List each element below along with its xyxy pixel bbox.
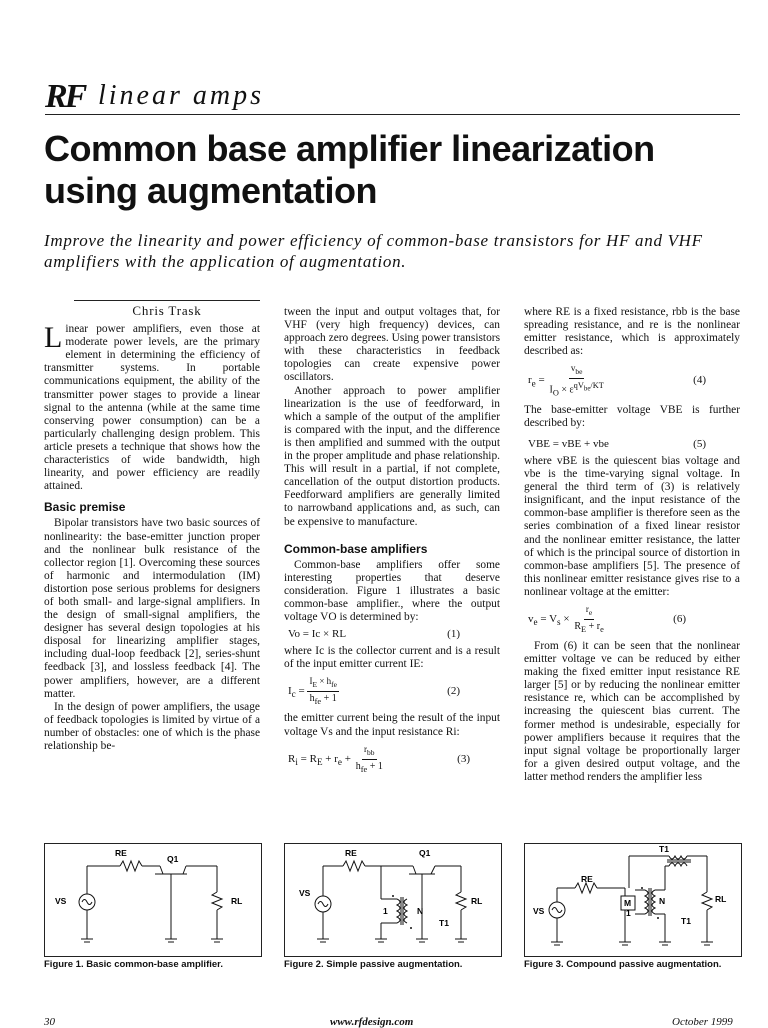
column-1 bbox=[44, 300, 260, 753]
turns-1-label: 1 bbox=[626, 908, 631, 918]
page-number: 30 bbox=[44, 1016, 55, 1028]
article-subtitle: Improve the linearity and power efficiency of common-base transistors for HF and VHF amplifiers with the application of augmentation. bbox=[44, 231, 703, 271]
equation-6: $v_e = V_s$ × $\frac{r_e}{R_E + r_e}$ (6) bbox=[528, 604, 686, 634]
t1-top-label: T1 bbox=[659, 844, 669, 854]
equation-4: $r_e$ = $\frac{v_{be}}{I_O \times \varepsilon^{qV_{be}/KT}}$ (4) bbox=[528, 363, 706, 398]
column-2 bbox=[284, 306, 500, 780]
column-3 bbox=[524, 306, 740, 784]
paragraph: tween the input and output voltages that, for VHF (very high frequency) devices, can approach zero degrees. Using power transistors with these characteristics in feedback topologies can create expensive power oscillators. bbox=[284, 306, 500, 384]
paragraph: where vBE is the quiescent bias voltage and vbe is the time-varying signal voltage. In general the third term of (3) is relatively insignificant, and the input resistance of the common-base amplifier is therefore seen as the series combination of a fixed linear resistor and the nonlinear emitter resistance, the latter of which is the principal source of distortion in common-base amplifiers [5]. The presence of this nonlinear emitter resistance gives rise to a nonlinear voltage at the emitter: bbox=[524, 454, 740, 598]
figure-3-schematic bbox=[524, 843, 742, 957]
turns-n-label: N bbox=[417, 906, 424, 916]
figure-1-schematic bbox=[44, 843, 262, 957]
re-label: RE bbox=[115, 848, 127, 858]
heading-basic-premise: Basic premise bbox=[44, 500, 126, 515]
paragraph: Another approach to power amplifier linearization is the use of feedforward, in which a sample of the output of the amplifier is compared with the input, and the difference is then amplified and summed with the output in the proper amplitude and phase relationship. This will result in a partial, if not complete, cancellation of the output distortion products. Feedforward amplifiers are generally limited to narrowband applications and, as such, can be expensive to manufacture. bbox=[284, 384, 500, 528]
intro-paragraph: Linear power amplifiers, even those at moderate power levels, are the primary element in determining the efficiency of transmitter systems. In portable communications equipment, the ability of the transmitter power stages to provide a linear signal to the antenna (while at the same time conserving power consumption) can be a particularly challenging design problem. This article presets a technique that shows how the characteristics of wide bandwidth, high linearity, and power efficiency are readily attained. bbox=[44, 321, 260, 493]
t1-label: T1 bbox=[439, 918, 449, 928]
paragraph: where RE is a fixed resistance, rbb is the base spreading resistance, and re is the nonlinear emitter resistance, which is approximately described as: bbox=[524, 306, 740, 358]
paragraph: where Ic is the collector current and is a result of the input emitter current IE: bbox=[284, 645, 500, 671]
footer-site: www.rfdesign.com bbox=[330, 1016, 414, 1028]
article-title: Common base amplifier linearization using augmentation bbox=[44, 128, 655, 211]
turns-n-label: N bbox=[659, 896, 666, 906]
q1-label: Q1 bbox=[419, 848, 431, 858]
rl-label: RL bbox=[715, 894, 727, 904]
paragraph: Common-base amplifiers offer some interesting properties that deserve consideration. Figure 1 illustrates a basic common-base amplifier., where the output voltage VO is determined by: bbox=[284, 558, 500, 624]
footer-date: October 1999 bbox=[672, 1016, 733, 1028]
paragraph: Bipolar transistors have two basic sources of nonlinearity: the base-emitter junction proper and the nonlinear bulk resistance of the collector region [1]. Overcoming these sources of harmonic and intermodulation (IM) distortion pose serious problems for designers of both small- and large-signal amplifiers. In the design of small-signal amplifiers, the designer has several design topologies at his disposal for linearizing amplifier stages, including dual-loop feedback [2], series-shunt feedback [3], and lossless feedback [4]. The power amplifiers, however, are a different matter. bbox=[44, 517, 260, 700]
rf-logo: RF bbox=[45, 78, 85, 115]
page-header bbox=[45, 78, 740, 115]
equation-1: Vo = Ic × RL (1) bbox=[288, 628, 460, 641]
equation-5: VBE = vBE + vbe (5) bbox=[528, 437, 706, 450]
re-label: RE bbox=[581, 874, 593, 884]
drop-cap: L bbox=[44, 321, 63, 355]
vs-label: VS bbox=[533, 906, 545, 916]
equation-3: $R_i = R_E + r_e$ + $\frac{r_{bb}}{h_{fe} + 1}$ (3) bbox=[288, 743, 470, 774]
equation-2: $I_c$ = $\frac{I_E \times h_{fe}}{h_{fe} + 1}$ (2) bbox=[288, 676, 460, 707]
turns-1-label: 1 bbox=[383, 906, 388, 916]
heading-common-base: Common-base amplifiers bbox=[284, 541, 428, 556]
author-byline: Chris Trask bbox=[74, 300, 260, 317]
vs-label: VS bbox=[55, 896, 67, 906]
paragraph: The base-emitter voltage VBE is further described by: bbox=[524, 403, 740, 429]
vs-label: VS bbox=[299, 888, 311, 898]
figure-2-caption: Figure 2. Simple passive augmentation. bbox=[284, 959, 463, 970]
paragraph: In the design of power amplifiers, the usage of feedback topologies is limited by virtue of a number of obstacles: one of which is the phase relationship be- bbox=[44, 700, 260, 752]
figure-3-caption: Figure 3. Compound passive augmentation. bbox=[524, 959, 722, 970]
figure-2-schematic bbox=[284, 843, 502, 957]
re-label: RE bbox=[345, 848, 357, 858]
paragraph: From (6) it can be seen that the nonlinear emitter voltage ve can be reduced by either making the fixed emitter input resistance RE larger [5] or by reducing the nonlinear emitter resistance re, which can be accomplished by increasing the quiescent bias current. The former method is undesirable, especially for power amplifiers because it requires that the input signal voltage be proportionally larger for a given desired output voltage, and the latter method renders the amplifier less bbox=[524, 639, 740, 783]
m-label: M bbox=[624, 898, 632, 908]
q1-label: Q1 bbox=[167, 854, 179, 864]
paragraph: the emitter current being the result of the input voltage Vs and the input resistance Ri: bbox=[284, 712, 500, 738]
section-name: linear amps bbox=[98, 80, 264, 111]
rl-label: RL bbox=[471, 896, 483, 906]
rl-label: RL bbox=[231, 896, 243, 906]
t1-label: T1 bbox=[681, 916, 691, 926]
figure-1-caption: Figure 1. Basic common-base amplifier. bbox=[44, 959, 223, 970]
